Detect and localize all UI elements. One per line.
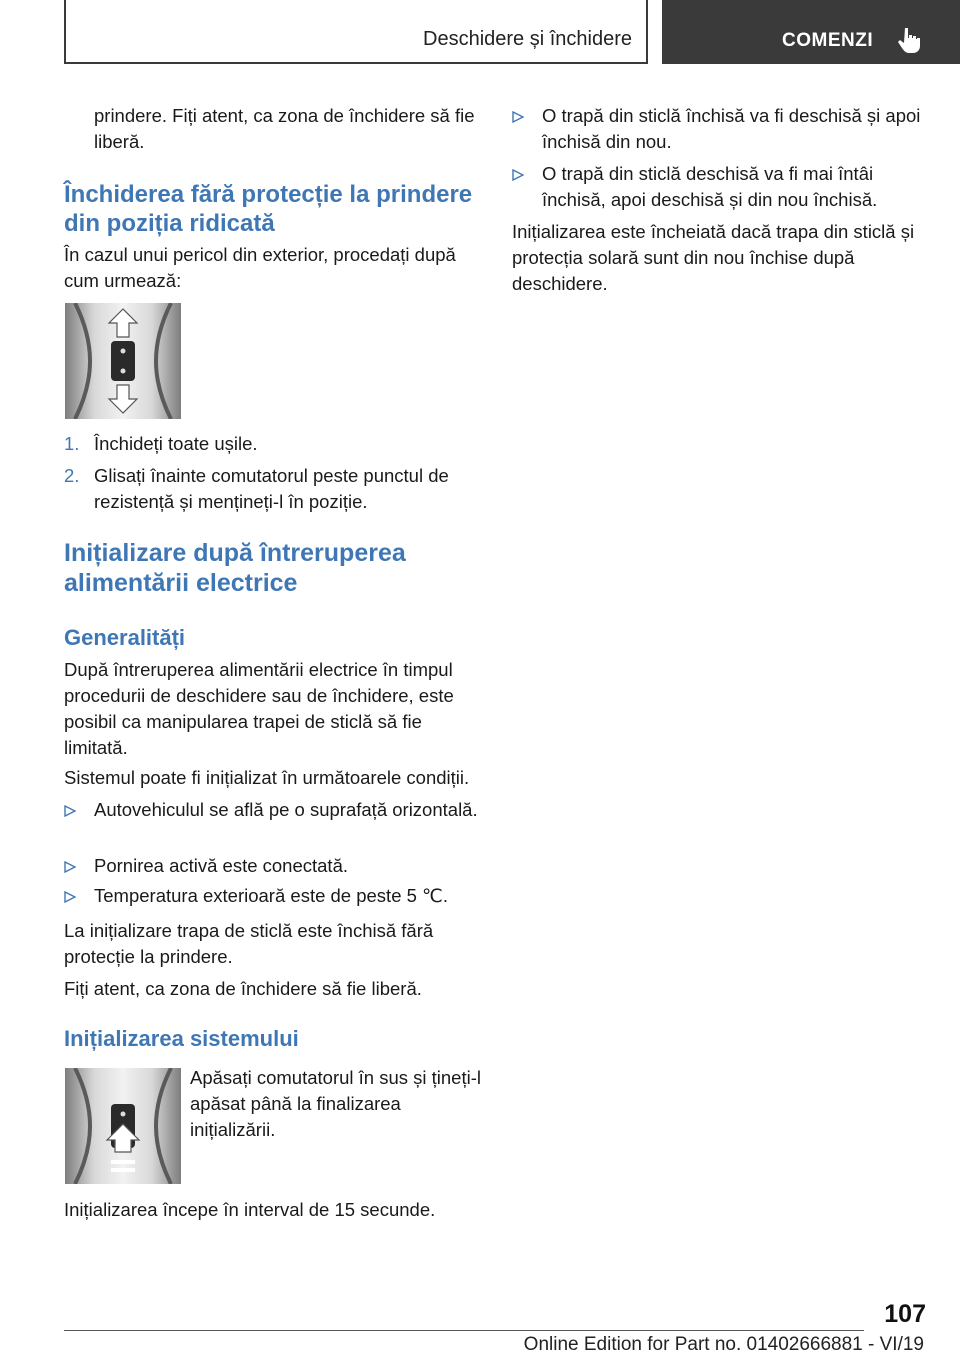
bullet-triangle-icon <box>64 891 76 903</box>
list-item <box>64 797 484 849</box>
condition-text: Temperatura exterioară este de peste 5 ℃. <box>94 885 448 906</box>
step-number: 2. <box>64 465 80 486</box>
page-number: 107 <box>884 1300 926 1328</box>
bullet-triangle-icon <box>64 805 76 817</box>
bullet-triangle-icon <box>512 111 524 123</box>
close-intro-paragraph: În cazul unui pericol din exterior, procedați după cum urmează: <box>64 244 456 291</box>
general-paragraph-3: La inițializare trapa de sticlă este închisă fără protecție la prindere. <box>64 920 434 967</box>
step-text: Închideți toate ușile. <box>94 433 258 454</box>
switch-photo-forward <box>65 303 181 419</box>
heading-init-after-power-loss: Inițializare după întreruperea alimentării electrice <box>64 539 406 597</box>
list-item <box>512 161 932 213</box>
list-item <box>64 463 484 515</box>
bullet-text: O trapă din sticlă deschisă va fi mai întâi închisă, apoi deschisă și din nou închisă. <box>542 163 878 210</box>
intro-paragraph: prindere. Fiți atent, ca zona de închidere să fie liberă. <box>94 105 475 152</box>
list-item <box>64 883 484 909</box>
edition-footer: Online Edition for Part no. 01402666881 - VI/19 <box>523 1334 924 1355</box>
footer-divider <box>64 1330 864 1331</box>
init-complete-paragraph: Inițializarea este încheiată dacă trapa din sticlă și protecția solară sunt din nou închise după deschidere. <box>512 221 915 294</box>
system-init-paragraph-2: Inițializarea începe în interval de 15 secunde. <box>64 1199 436 1220</box>
list-item <box>64 431 484 457</box>
bullet-triangle-icon <box>64 861 76 873</box>
step-text: Glisați înainte comutatorul peste punctul de rezistență și mențineți-l în poziție. <box>94 465 449 512</box>
heading-close-without-protection: Închiderea fără protecție la prindere din poziția ridicată <box>64 181 473 237</box>
general-paragraph-4: Fiți atent, ca zona de închidere să fie liberă. <box>64 978 422 999</box>
hand-pointer-icon <box>896 26 924 54</box>
heading-general: Generalități <box>64 625 186 650</box>
list-item <box>512 103 932 155</box>
bullet-triangle-icon <box>512 169 524 181</box>
section-title: Deschidere și închidere <box>423 28 632 50</box>
switch-photo-up <box>65 1068 181 1184</box>
heading-system-init: Inițializarea sistemului <box>64 1026 299 1051</box>
general-paragraph-1: După întreruperea alimentării electrice în timpul procedurii de deschidere sau de închidere, este posibil ca manipularea trapei de sticlă să fie limitată. <box>64 659 454 758</box>
chapter-tab[interactable] <box>662 0 960 64</box>
bullet-text: O trapă din sticlă închisă va fi deschisă și apoi închisă din nou. <box>542 105 921 152</box>
condition-text: Autovehiculul se află pe o suprafață orizontală. <box>94 799 478 820</box>
general-paragraph-2: Sistemul poate fi inițializat în următoarele condiții. <box>64 767 470 788</box>
system-init-instruction: Apăsați comutatorul în sus și țineți-l apăsat până la finalizarea inițializării. <box>190 1067 481 1140</box>
section-header-box <box>64 0 648 64</box>
chapter-tab-label: COMENZI <box>782 30 874 51</box>
switch-forward-illustration <box>65 303 181 419</box>
condition-text: Pornirea activă este conectată. <box>94 855 349 876</box>
page-header <box>0 0 960 66</box>
switch-up-illustration <box>65 1068 181 1184</box>
step-number: 1. <box>64 433 80 454</box>
list-item <box>64 853 484 879</box>
